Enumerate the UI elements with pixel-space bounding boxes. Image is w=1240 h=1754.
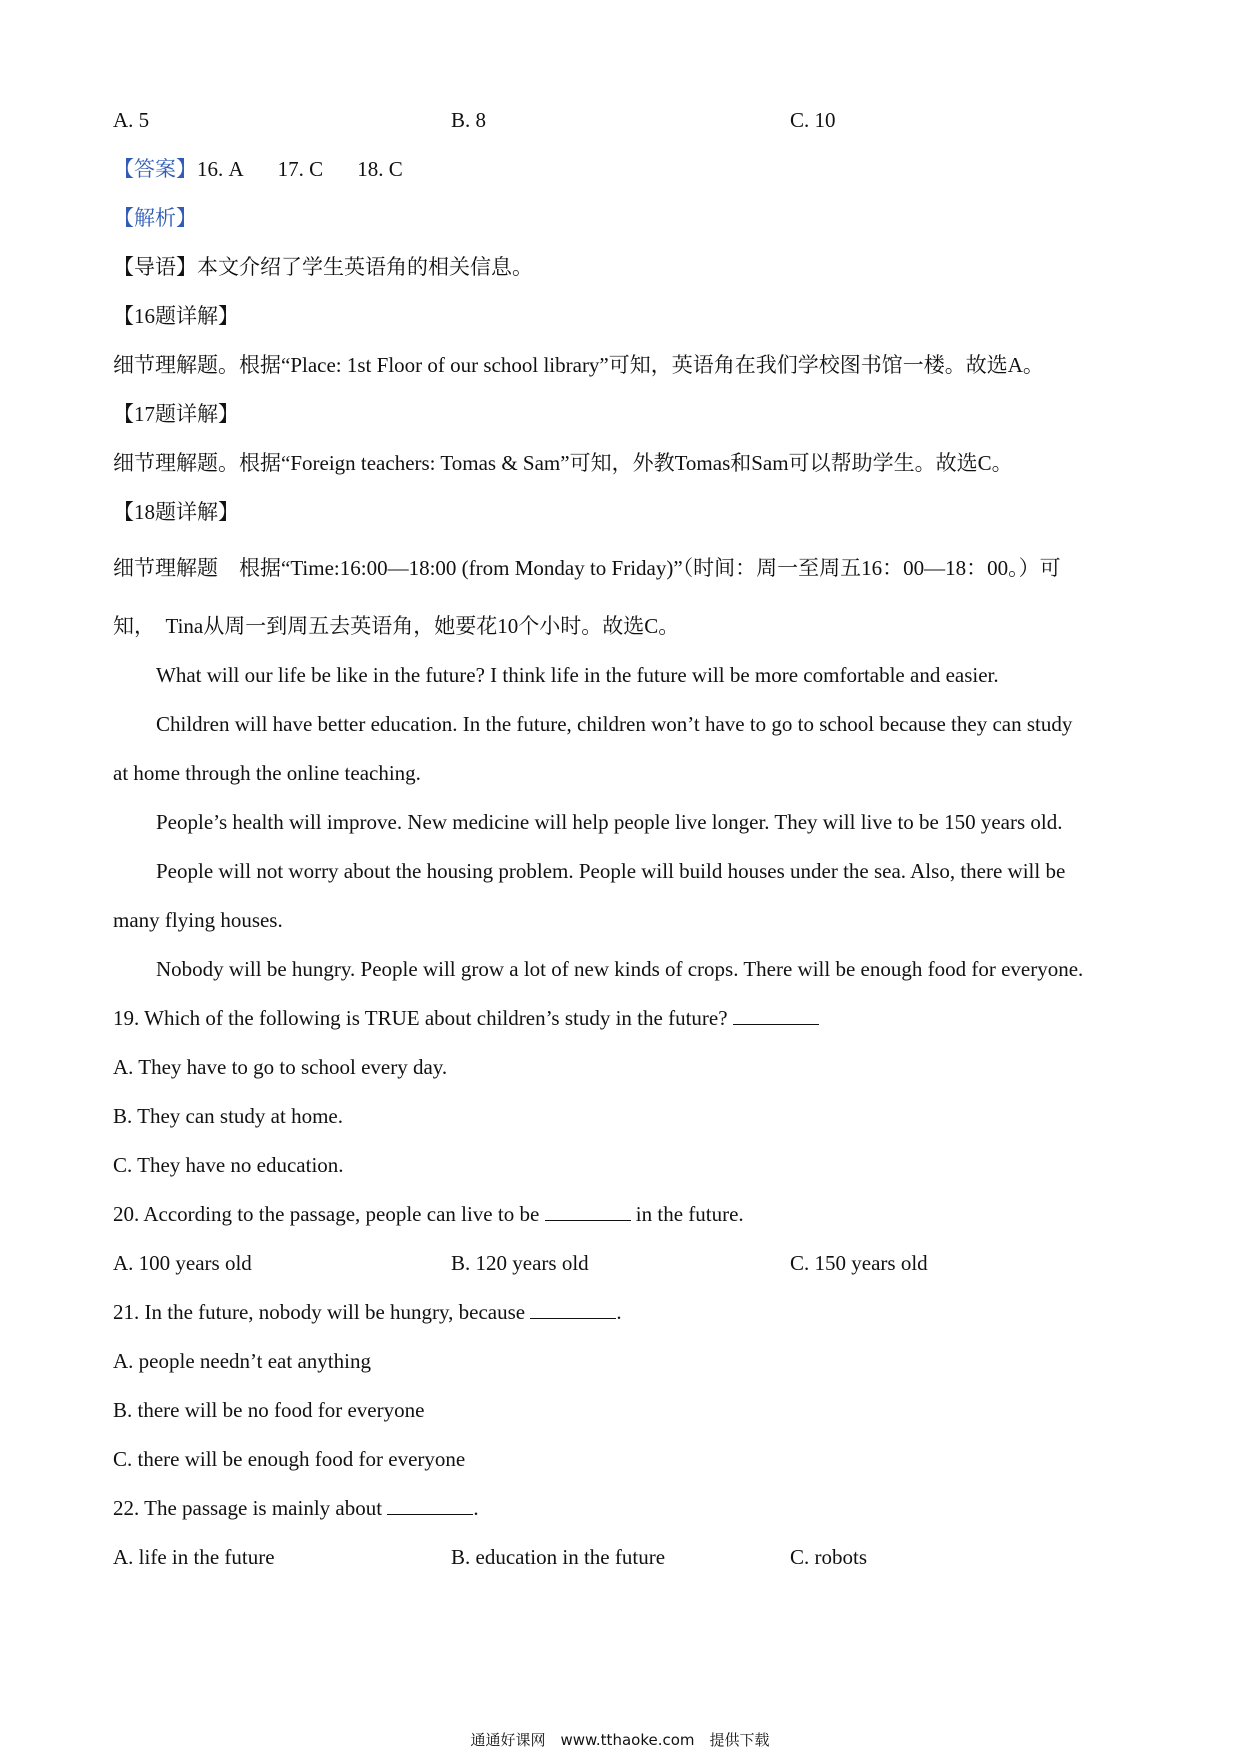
passage-paragraph-4-cont: many flying houses. bbox=[113, 908, 283, 932]
answer-blank bbox=[530, 1300, 616, 1319]
option-c: C. 10 bbox=[790, 108, 836, 132]
q18-detail-line2: 知， Tina从周一到周五去英语角，她要花10个小时。故选C。 bbox=[113, 614, 680, 638]
answer-16: 16. A bbox=[197, 157, 244, 181]
q21-option-b: B. there will be no food for everyone bbox=[113, 1398, 425, 1422]
q19-option-a: A. They have to go to school every day. bbox=[113, 1055, 448, 1079]
q22-option-a: A. life in the future bbox=[113, 1545, 275, 1569]
q20-stem-pre: 20. According to the passage, people can live to be bbox=[113, 1202, 540, 1226]
passage-paragraph-1: What will our life be like in the future? I think life in the future will be more comfortable and easier. bbox=[156, 663, 999, 687]
q20-option-c: C. 150 years old bbox=[790, 1251, 928, 1275]
q19-option-c: C. They have no education. bbox=[113, 1153, 344, 1177]
q17-detail: 细节理解题。根据“Foreign teachers: Tomas & Sam”可知，外教Tomas和Sam可以帮助学生。故选C。 bbox=[113, 451, 1013, 475]
page-footer: 通通好课网 www.tthaoke.com 提供下载 bbox=[470, 1731, 770, 1749]
passage-paragraph-2-cont: at home through the online teaching. bbox=[113, 761, 421, 785]
passage-paragraph-4: People will not worry about the housing problem. People will build houses under the sea. Also, there will be bbox=[156, 859, 1066, 883]
passage-paragraph-2: Children will have better education. In the future, children won’t have to go to school because they can study bbox=[156, 712, 1073, 736]
answer-blank bbox=[387, 1496, 473, 1515]
q17-heading: 【17题详解】 bbox=[113, 402, 239, 426]
q22-stem bbox=[113, 1494, 479, 1522]
q19-stem-text: 19. Which of the following is TRUE about children’s study in the future? bbox=[113, 1006, 728, 1030]
q19-option-b: B. They can study at home. bbox=[113, 1104, 343, 1128]
analysis-tag: 【解析】 bbox=[113, 206, 197, 230]
passage-paragraph-3: People’s health will improve. New medicine will help people live longer. They will live to be 150 years old. bbox=[156, 810, 1063, 834]
q21-stem-pre: 21. In the future, nobody will be hungry, because bbox=[113, 1300, 526, 1324]
q16-heading: 【16题详解】 bbox=[113, 304, 239, 328]
q22-option-b: B. education in the future bbox=[451, 1545, 666, 1569]
answer-tag: 【答案】 bbox=[113, 157, 197, 181]
passage-paragraph-5: Nobody will be hungry. People will grow a lot of new kinds of crops. There will be enough food for everyone. bbox=[156, 957, 1084, 981]
q18-detail-line1: 细节理解题 根据“Time:16:00—18:00 (from Monday to Friday)”（时间：周一至周五16：00—18：00。）可 bbox=[113, 556, 1061, 580]
q22-option-c: C. robots bbox=[790, 1545, 868, 1569]
q21-stem bbox=[113, 1298, 622, 1326]
q21-option-a: A. people needn’t eat anything bbox=[113, 1349, 371, 1373]
q22-stem-post: . bbox=[473, 1496, 479, 1520]
answer-blank bbox=[545, 1202, 631, 1221]
q21-stem-post: . bbox=[616, 1300, 622, 1324]
answer-17: 17. C bbox=[277, 157, 324, 181]
option-b: B. 8 bbox=[451, 108, 487, 132]
option-a: A. 5 bbox=[113, 108, 150, 132]
q20-option-b: B. 120 years old bbox=[451, 1251, 589, 1275]
q20-stem bbox=[113, 1200, 744, 1228]
answer-18: 18. C bbox=[357, 157, 403, 181]
intro-line: 【导语】本文介绍了学生英语角的相关信息。 bbox=[113, 255, 533, 279]
q20-stem-post: in the future. bbox=[635, 1202, 744, 1226]
q20-option-a: A. 100 years old bbox=[113, 1251, 252, 1275]
answer-blank bbox=[733, 1006, 819, 1025]
q16-detail: 细节理解题。根据“Place: 1st Floor of our school library”可知，英语角在我们学校图书馆一楼。故选A。 bbox=[113, 353, 1044, 377]
q19-stem bbox=[113, 1004, 819, 1032]
q22-stem-pre: 22. The passage is mainly about bbox=[113, 1496, 383, 1520]
answer-line bbox=[113, 155, 403, 183]
q21-option-c: C. there will be enough food for everyone bbox=[113, 1447, 466, 1471]
q18-heading: 【18题详解】 bbox=[113, 500, 239, 524]
